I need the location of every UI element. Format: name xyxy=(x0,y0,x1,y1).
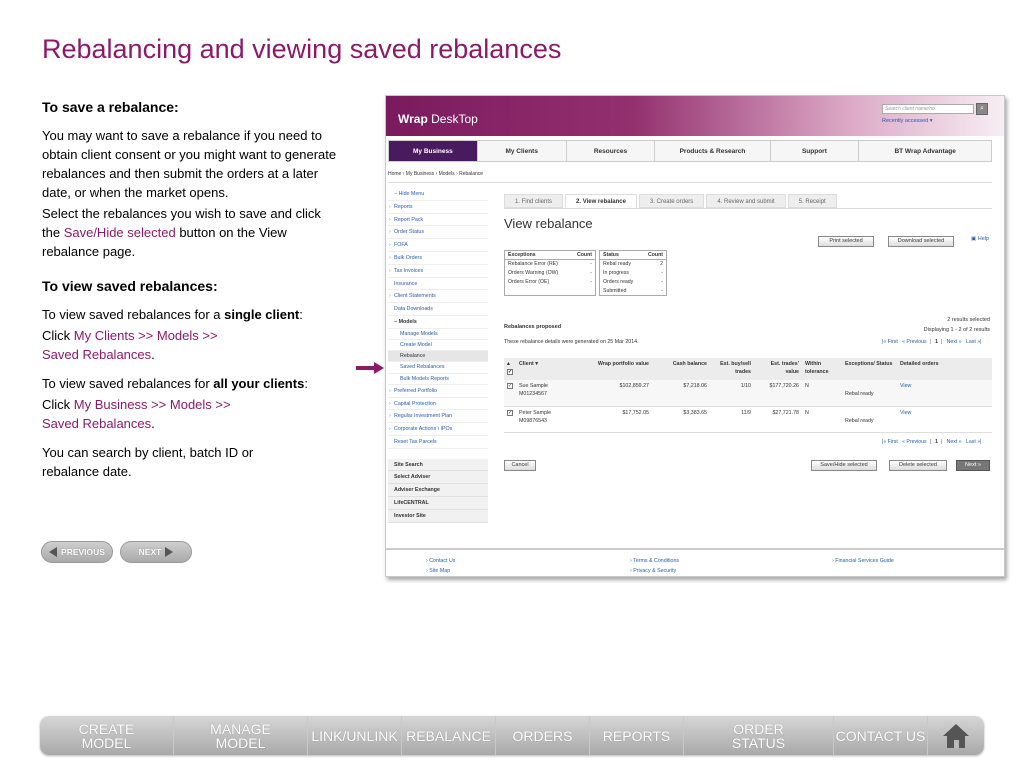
view-heading: To view saved rebalances: xyxy=(42,278,218,294)
nav-bt-wrap-advantage[interactable]: BT Wrap Advantage xyxy=(859,141,991,161)
results-info: 2 results selected Displaying 1 - 2 of 2 results xyxy=(923,317,990,333)
table-row[interactable]: ✓ Sue Sample M01234567 $102,859.27 $7,218.06 1/10 $177,720.26 N Rebal ready View xyxy=(504,380,992,406)
delete-selected-button[interactable]: Delete selected xyxy=(889,460,947,471)
tab-view-rebalance[interactable]: 2. View rebalance xyxy=(565,194,637,208)
next-page-link[interactable]: Next » xyxy=(946,339,962,345)
save-hide-reference: Save/Hide selected xyxy=(63,225,176,240)
side-item-insurance[interactable]: Insurance xyxy=(388,278,488,291)
rebalances-proposed-label: Rebalances proposed xyxy=(504,324,562,330)
client-search-input[interactable]: Search client name/no xyxy=(882,104,974,114)
footer-col-2 xyxy=(630,556,679,576)
side-item-capital-protection[interactable]: › Capital Protection xyxy=(388,398,488,411)
side-bottom-links xyxy=(388,459,488,523)
first-page-link[interactable]: |« First xyxy=(882,339,898,345)
side-lifecentral[interactable]: LifeCENTRAL xyxy=(388,497,488,510)
fsg-link[interactable]: › Financial Services Guide xyxy=(832,558,894,564)
wrap-desktop-screenshot xyxy=(385,95,1005,577)
footer-col-3 xyxy=(832,556,894,566)
side-adviser-exchange[interactable]: Adviser Exchange xyxy=(388,484,488,497)
side-sub-saved-rebalances[interactable]: Saved Rebalances xyxy=(388,362,488,373)
rebalance-grid: ▴ ✓ Client ▾ Wrap portfolio value Cash balance Est. buy/sell trades Est. trades' value Within tolerance Exceptions/ Status Detailed orders ✓ Sue Sample M01234567 $102,859.27 $7,218.06 1/10 $177,720.26 N Rebal ready View ✓ Peter Sample M09876543 $17,752.05 $3,383.65 11/9 $27,721.78 N Rebal ready View xyxy=(504,358,992,433)
top-pager: |« First « Previous | 1 | Next » Last »| xyxy=(882,339,982,345)
side-sub-bulk-models-reports[interactable]: Bulk Models Reports xyxy=(388,374,488,385)
exceptions-table: Exceptions Count Rebalance Error (RE) - Orders Warning (OW) - Orders Error (OE) - xyxy=(504,250,596,296)
home-button[interactable] xyxy=(928,716,984,755)
slide-pager xyxy=(41,541,192,563)
page-title: Rebalancing and viewing saved rebalances xyxy=(42,34,562,64)
side-item-data-downloads[interactable]: Data Downloads xyxy=(388,303,488,316)
save-paragraph-2: Select the rebalances you wish to save and click the Save/Hide selected button on the View rebalance page. xyxy=(42,206,321,259)
app-header xyxy=(386,96,1004,136)
help-link[interactable]: ▣ Help xyxy=(971,236,990,242)
breadcrumb: Home › My Business › Models › Rebalance xyxy=(388,171,484,177)
rebalance-steps xyxy=(504,194,837,208)
single-client-text: To view saved rebalances for a single client: xyxy=(42,307,303,322)
last-page-link[interactable]: Last »| xyxy=(965,339,982,345)
nav-create-model[interactable]: CREATE MODEL xyxy=(40,716,174,755)
next-step-button[interactable]: Next » xyxy=(956,460,990,471)
view-rebalance-title: View rebalance xyxy=(504,216,593,231)
row-checkbox[interactable]: ✓ xyxy=(508,383,513,389)
next-page-link[interactable]: Next » xyxy=(946,439,962,445)
table-row[interactable]: ✓ Peter Sample M09876543 $17,752.05 $3,383.65 11/9 $27,721.78 N Rebal ready View xyxy=(504,406,992,432)
terms-link[interactable]: › Terms & Conditions xyxy=(630,558,680,564)
side-investor-site[interactable]: Investor Site xyxy=(388,510,488,523)
cancel-button[interactable]: Cancel xyxy=(504,460,536,471)
all-clients-path: Click My Business >> Models >> Saved Rebalances. xyxy=(42,397,231,431)
side-item-reports[interactable]: › Reports xyxy=(388,201,488,214)
side-item-reset-tax-parcels[interactable]: Reset Tax Parcels xyxy=(388,436,488,449)
recently-accessed-link[interactable]: Recently accessed ▾ xyxy=(882,118,933,124)
previous-page-link[interactable]: « Previous xyxy=(902,339,927,345)
sort-arrow-icon: ▾ xyxy=(535,361,538,367)
side-item-report-pack[interactable]: › Report Pack xyxy=(388,214,488,227)
search-icon[interactable]: ⌕ xyxy=(976,103,988,115)
side-sub-create-model[interactable]: Create Model xyxy=(388,340,488,351)
side-item-order-status[interactable]: › Order Status xyxy=(388,226,488,239)
hide-menu-link[interactable]: − Hide Menu xyxy=(388,188,488,201)
save-hide-selected-button[interactable]: Save/Hide selected xyxy=(811,460,877,471)
my-business-path: My Business >> Models >> Saved Rebalances xyxy=(42,397,231,431)
side-item-preferred-portfolio[interactable]: › Preferred Portfolio xyxy=(388,385,488,398)
main-nav xyxy=(388,140,992,162)
save-paragraph-1: You may want to save a rebalance if you need to obtain client consent or you might want to generate rebalances and then submit the orders at a later date, or when the market opens. xyxy=(42,128,337,200)
nav-products-research[interactable]: Products & Research xyxy=(655,141,770,161)
last-page-link[interactable]: Last »| xyxy=(965,439,982,445)
nav-link-unlink[interactable]: LINK/UNLINK xyxy=(308,716,402,755)
side-site-search[interactable]: Site Search xyxy=(388,459,488,472)
tab-create-orders[interactable]: 3. Create orders xyxy=(639,194,704,208)
side-select-adviser[interactable]: Select Adviser xyxy=(388,471,488,484)
home-icon xyxy=(943,724,969,748)
nav-contact-us[interactable]: CONTACT US xyxy=(834,716,928,755)
rebalances-proposed-note: These rebalance details were generated on 25 Mar 2014. xyxy=(504,339,639,345)
nav-orders[interactable]: ORDERS xyxy=(496,716,590,755)
arrow-right-icon xyxy=(165,547,173,557)
my-clients-path: My Clients >> Models >> Saved Rebalances xyxy=(42,328,218,362)
side-menu xyxy=(388,188,488,523)
print-selected-button[interactable]: Print selected xyxy=(818,236,874,247)
status-table: Status Count Rebal ready 2 In progress - Orders ready - Submitted - xyxy=(599,250,667,296)
previous-page-link[interactable]: « Previous xyxy=(902,439,927,445)
search-note: You can search by client, batch ID or rebalance date. xyxy=(42,445,254,479)
side-item-tax-invoices[interactable]: › Tax Invoices xyxy=(388,265,488,278)
side-item-client-statements[interactable]: › Client Statements xyxy=(388,290,488,303)
contact-us-link[interactable]: › Contact Us xyxy=(426,558,456,564)
side-item-regular-investment-plan[interactable]: › Regular Investment Plan xyxy=(388,410,488,423)
nav-resources[interactable]: Resources xyxy=(567,141,656,161)
view-orders-link[interactable]: View xyxy=(900,383,912,389)
nav-manage-model[interactable]: MANAGE MODEL xyxy=(174,716,308,755)
footer-col-1 xyxy=(426,556,455,576)
side-item-bulk-orders[interactable]: › Bulk Orders xyxy=(388,252,488,265)
previous-button[interactable]: PREVIOUS xyxy=(41,541,113,563)
tab-receipt[interactable]: 5. Receipt xyxy=(788,194,837,208)
help-icon: ▣ xyxy=(971,236,977,242)
nav-order-status[interactable]: ORDER STATUS xyxy=(684,716,834,755)
bottom-nav xyxy=(40,716,984,755)
nav-my-business[interactable]: My Business xyxy=(389,141,478,161)
side-item-corporate-actions[interactable]: › Corporate Actions \ IPOs xyxy=(388,423,488,436)
side-item-models[interactable]: − Models xyxy=(388,316,488,329)
side-sub-rebalance[interactable]: Rebalance xyxy=(388,351,488,362)
side-item-fofa[interactable]: › FOFA xyxy=(388,239,488,252)
sort-icon: ▴ xyxy=(507,361,510,367)
tab-find-clients[interactable]: 1. Find clients xyxy=(504,194,563,208)
first-page-link[interactable]: |« First xyxy=(882,439,898,445)
row-checkbox[interactable]: ✓ xyxy=(508,409,513,416)
download-selected-button[interactable]: Download selected xyxy=(888,236,954,247)
site-map-link[interactable]: › Site Map xyxy=(426,568,451,574)
nav-my-clients[interactable]: My Clients xyxy=(478,141,567,161)
side-sub-manage-models[interactable]: Manage Models xyxy=(388,329,488,340)
wrap-desktop-logo: Wrap DeskTop xyxy=(398,112,478,126)
view-orders-link[interactable]: View xyxy=(900,409,912,416)
nav-rebalance[interactable]: REBALANCE xyxy=(402,716,496,755)
nav-support[interactable]: Support xyxy=(771,141,860,161)
instructions-panel xyxy=(42,98,342,483)
bottom-pager: |« First « Previous | 1 | Next » Last »| xyxy=(882,439,982,445)
next-button[interactable]: NEXT xyxy=(120,541,192,563)
all-clients-text: To view saved rebalances for all your clients: xyxy=(42,376,308,391)
single-client-path: Click My Clients >> Models >> Saved Rebalances. xyxy=(42,328,218,362)
select-all-checkbox[interactable]: ✓ xyxy=(508,369,513,375)
nav-reports[interactable]: REPORTS xyxy=(590,716,684,755)
tab-review-submit[interactable]: 4. Review and submit xyxy=(706,194,785,208)
arrow-left-icon xyxy=(49,547,57,557)
pointer-arrow-icon xyxy=(356,362,384,374)
privacy-link[interactable]: › Privacy & Security xyxy=(630,568,677,574)
save-heading: To save a rebalance: xyxy=(42,99,179,115)
